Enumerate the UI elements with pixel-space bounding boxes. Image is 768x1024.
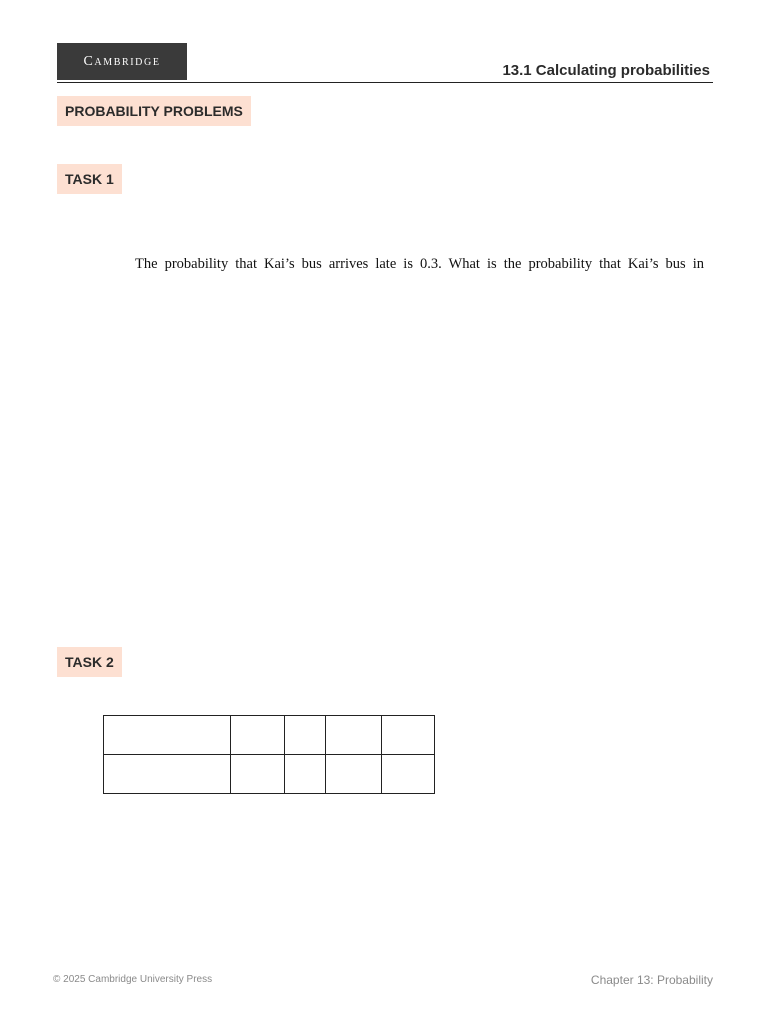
table-cell xyxy=(104,716,231,755)
task-1-label: TASK 1 xyxy=(57,164,122,194)
task-2-table xyxy=(103,715,435,794)
page-title: 13.1 Calculating probabilities xyxy=(502,62,710,79)
section-heading: PROBABILITY PROBLEMS xyxy=(57,96,251,126)
table-row xyxy=(104,716,435,755)
table-cell xyxy=(382,755,435,794)
table-cell xyxy=(326,716,382,755)
task-2-label: TASK 2 xyxy=(57,647,122,677)
header-divider xyxy=(57,82,713,83)
logo-text: Cambridge xyxy=(83,53,161,69)
table-row xyxy=(104,755,435,794)
footer-chapter: Chapter 13: Probability xyxy=(590,973,713,987)
table-cell xyxy=(326,755,382,794)
table-cell xyxy=(231,716,285,755)
table-cell xyxy=(231,755,285,794)
cambridge-logo xyxy=(57,43,187,80)
task-1-question: The probability that Kai’s bus arrives late is 0.3. What is the probability that Kai’s bus in xyxy=(135,256,704,272)
footer-copyright: © 2025 Cambridge University Press xyxy=(53,974,213,985)
table-cell xyxy=(104,755,231,794)
table-cell xyxy=(382,716,435,755)
table-cell xyxy=(285,755,326,794)
table-cell xyxy=(285,716,326,755)
